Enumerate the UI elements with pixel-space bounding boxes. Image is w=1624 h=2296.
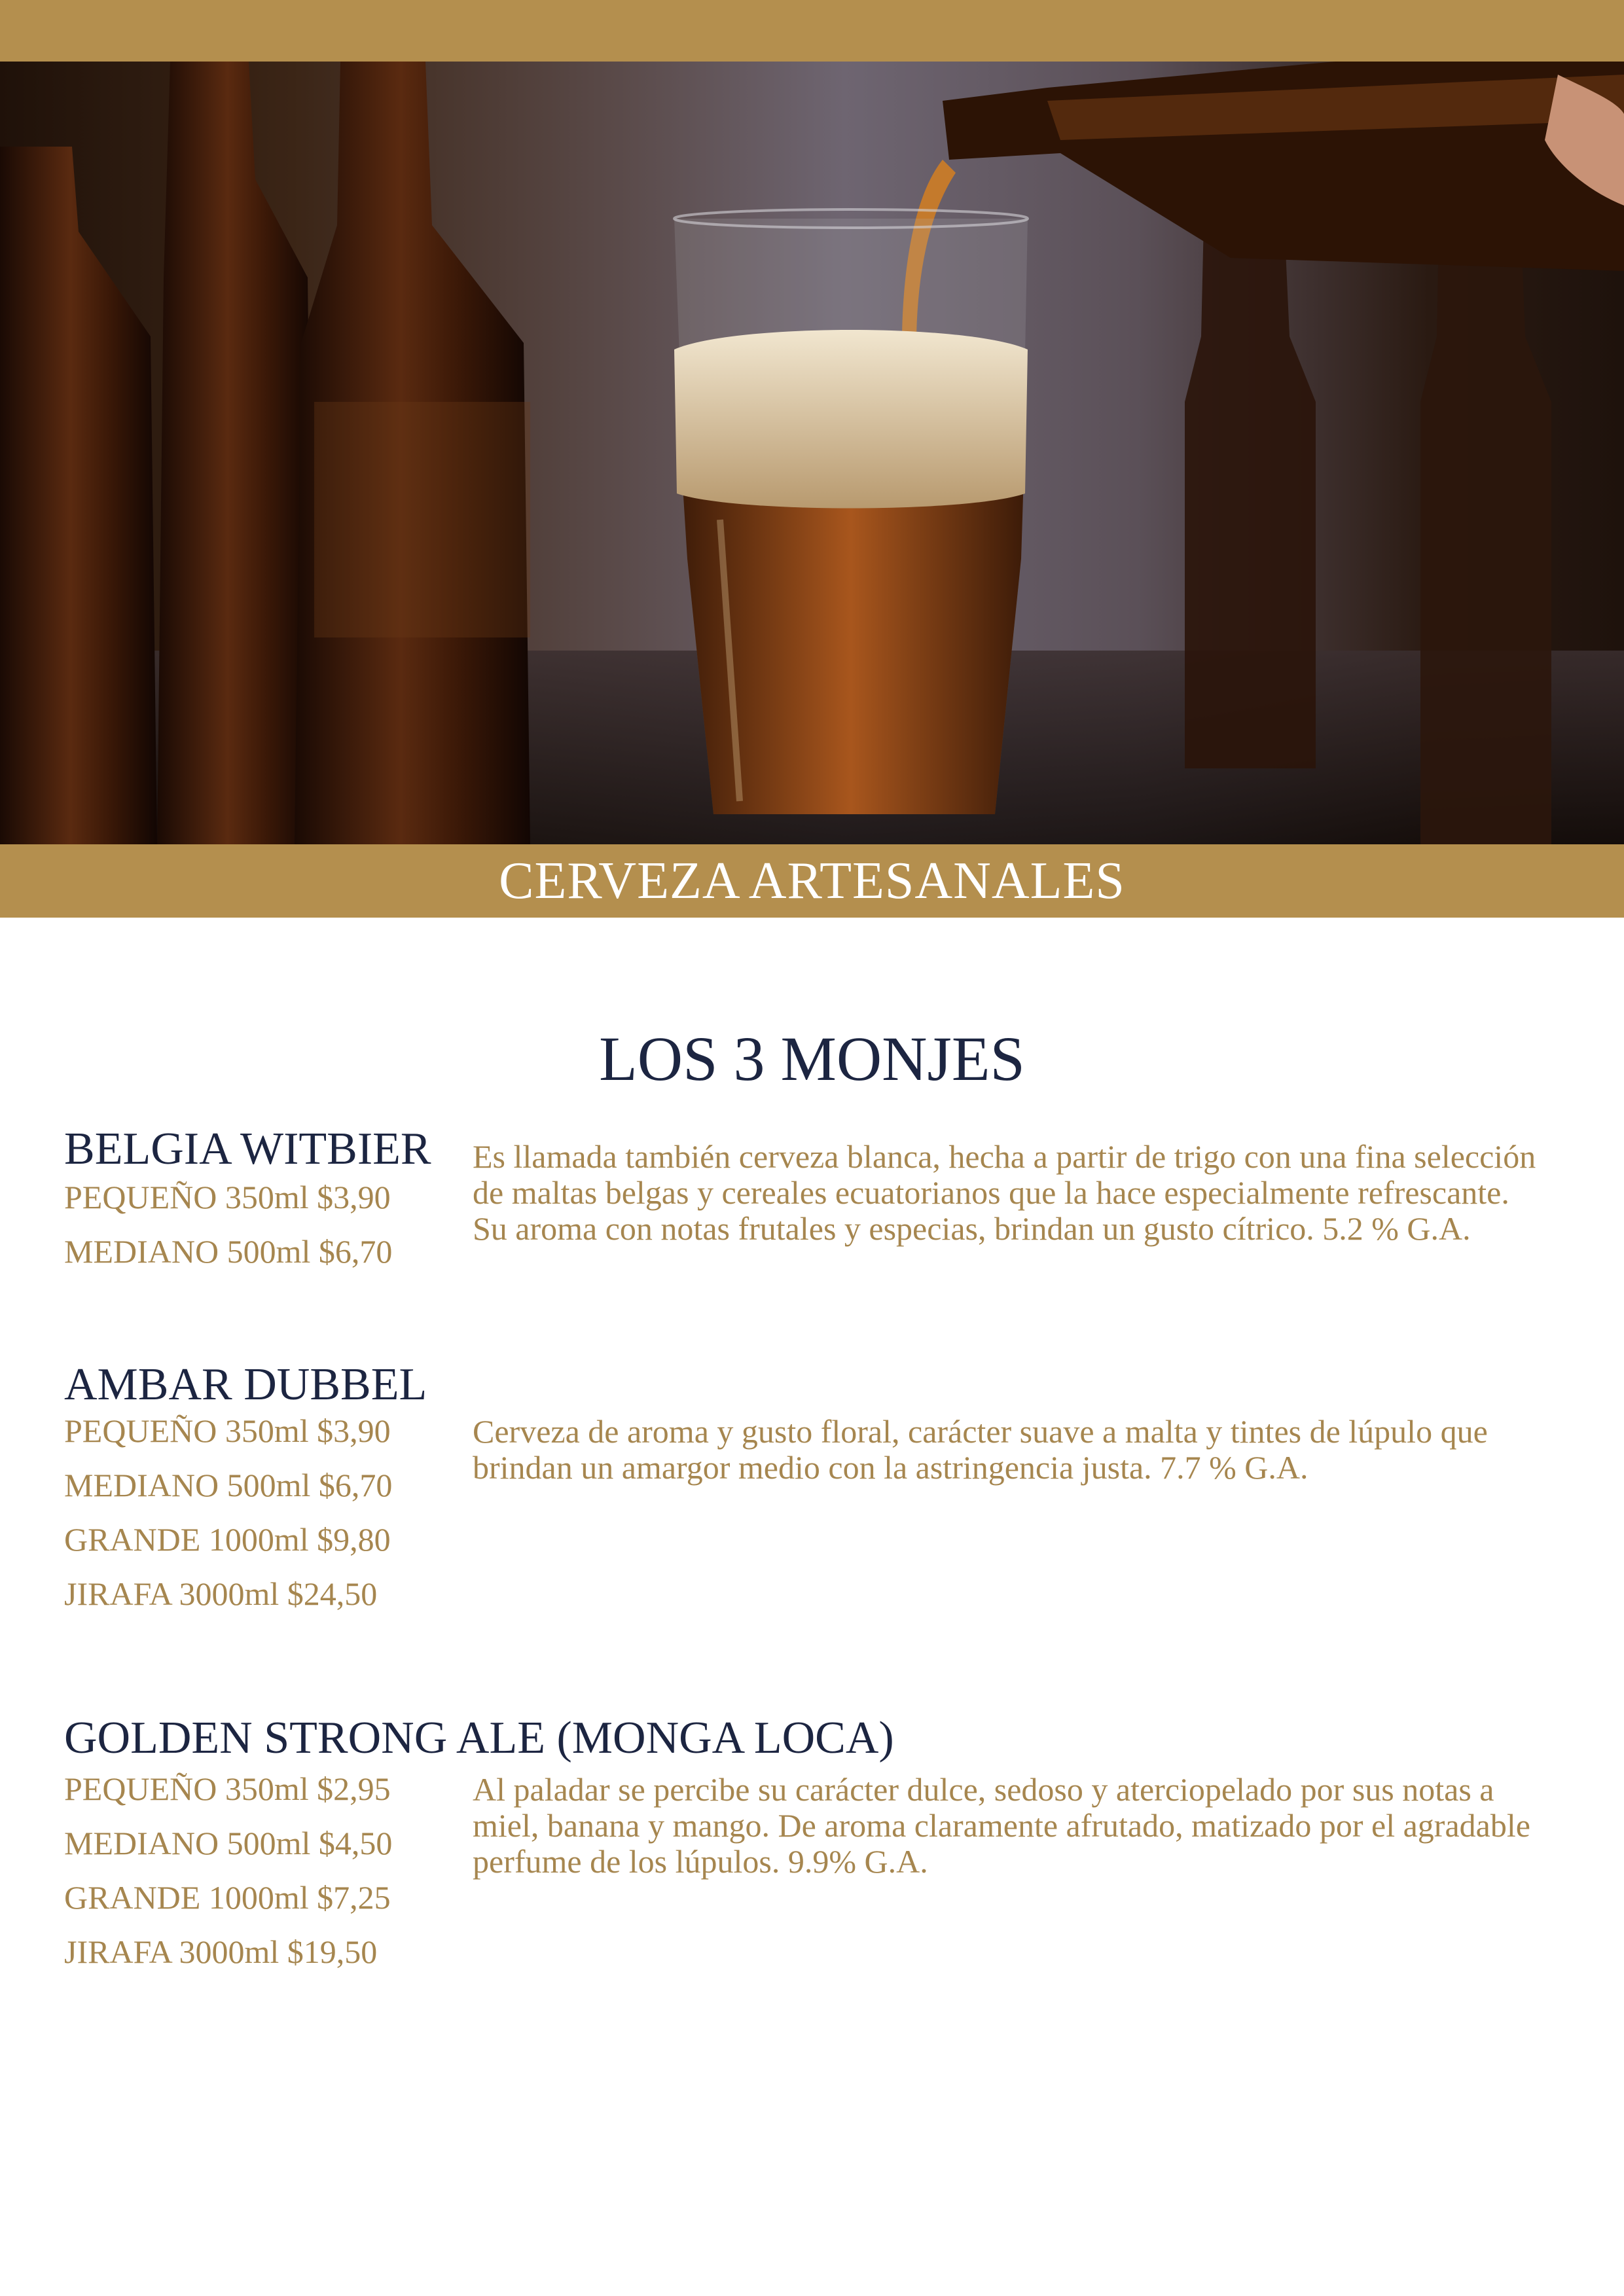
beer-name-ambar-dubbel: AMBAR DUBBEL — [64, 1359, 427, 1410]
size-price: MEDIANO 500ml $6,70 — [64, 1467, 393, 1503]
beer-description-ambar-dubbel: Cerveza de aroma y gusto floral, carácter suave a malta y tintes de lúpulo que brindan un amargor medio con la astringencia justa. 7.7 % G.A. — [473, 1413, 1488, 1486]
size-price: GRANDE 1000ml $7,25 — [64, 1879, 391, 1916]
brand-title: LOS 3 MONJES — [599, 1024, 1025, 1094]
beer-name-golden-strong-ale: GOLDEN STRONG ALE (MONGA LOCA) — [64, 1713, 894, 1763]
beer-description-belgia-witbier: Es llamada también cerveza blanca, hecha a partir de trigo con una fina selección de maltas belgas y cereales ecuatorianos que la hace especialmente refrescante. Su aroma con notas frutales y especias, brindan un gusto cítrico. 5.2 % G.A. — [473, 1138, 1536, 1247]
size-price: GRANDE 1000ml $9,80 — [64, 1521, 391, 1558]
section-title: CERVEZA ARTESANALES — [499, 852, 1125, 910]
beer-name-belgia-witbier: BELGIA WITBIER — [64, 1124, 431, 1174]
beer-pouring-illustration — [0, 62, 1624, 844]
size-price: PEQUEÑO 350ml $2,95 — [64, 1770, 391, 1807]
size-list-golden-strong-ale — [64, 1762, 392, 1979]
hero-beer-photo — [0, 62, 1624, 844]
size-price: PEQUEÑO 350ml $3,90 — [64, 1179, 391, 1215]
beer-description-golden-strong-ale: Al paladar se percibe su carácter dulce, sedoso y aterciopelado por sus notas a miel, banana y mango. De aroma claramente afrutado, matizado por el agradable perfume de los lúpulos. 9.9% G.A. — [473, 1771, 1530, 1880]
size-list-ambar-dubbel — [64, 1404, 392, 1621]
size-price: PEQUEÑO 350ml $3,90 — [64, 1412, 391, 1449]
size-list-belgia-witbier — [64, 1170, 392, 1279]
size-price: JIRAFA 3000ml $24,50 — [64, 1575, 378, 1612]
size-price: JIRAFA 3000ml $19,50 — [64, 1933, 378, 1970]
size-price: MEDIANO 500ml $4,50 — [64, 1825, 393, 1861]
top-gold-bar — [0, 0, 1624, 62]
size-price: MEDIANO 500ml $6,70 — [64, 1233, 393, 1270]
section-title-band — [0, 844, 1624, 918]
